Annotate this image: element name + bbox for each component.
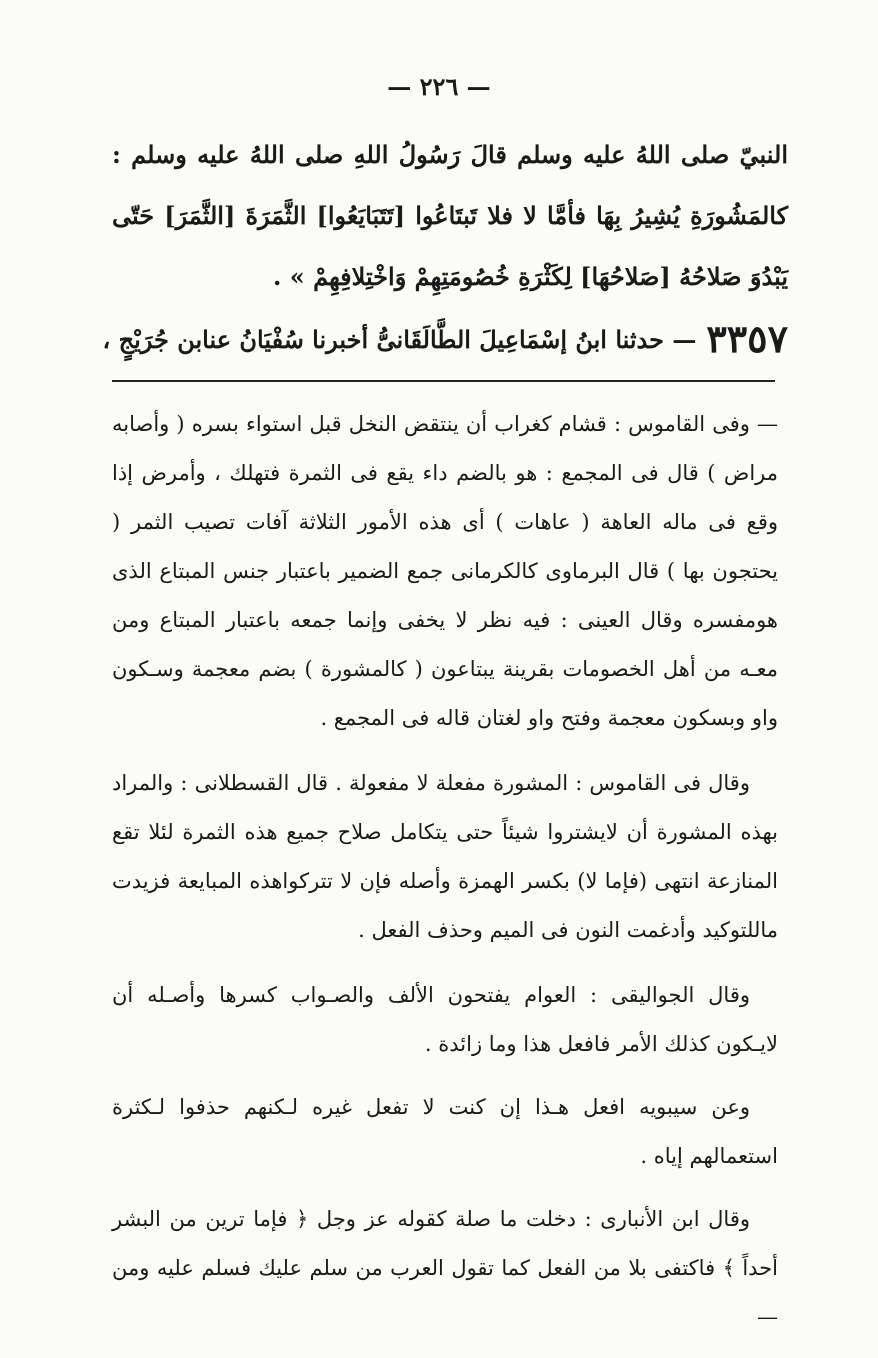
- hadith-chain-line: [102, 311, 788, 368]
- commentary-block: [112, 400, 778, 1358]
- hadith-block: [102, 124, 788, 368]
- commentary-paragraph: وقال الجواليقى : العوام يفتحون الألف والصـواب كسرها وأصـله أن لايـكون كذلك الأمر فافعل هذا وما زائدة .: [112, 983, 778, 1056]
- hadith-text: النبيّ صلى اللهُ عليه وسلم قالَ رَسُولُ اللهِ صلى اللهُ عليه وسلم : كالمَشُورَةِ يُشِيرُ بِهَا فأمَّا لا فلا تَبتَاعُوا [تَتَبَايَعُوا] الثَّمَرَةَ [الثَّمَرَ] حَتّى يَبْدُوَ صَلاحُهُ [صَلاحُهَا] لِكَثْرَةِ خُصُومَتِهِمْ وَاخْتِلافِهِمْ » .: [112, 140, 788, 291]
- page-number: — ٢٢٦ —: [387, 72, 491, 101]
- commentary-paragraph: وقال فى القاموس : المشورة مفعلة لا مفعولة . قال القسطلانى : والمراد بهذه المشورة أن لايشتروا شيئاً حتى يتكامل صلاح جميع هذه الثمرة لئلا تقع المنازعة انتهى (فإما لا) بكسر الهمزة وأصله فإن لا تتركواهذه المبايعة فزيدت ماللتوكيد وأدغمت النون فى الميم وحذف الفعل .: [112, 771, 778, 942]
- hadith-chain: — حدثنا ابنُ إسْمَاعِيلَ الطَّالَقَانىُّ أخبرنا سُفْيَانُ عنابن جُرَيْجٍ ،: [102, 325, 697, 354]
- footnote-divider: [112, 380, 775, 382]
- commentary-paragraph: — وفى القاموس : قشام كغراب أن ينتقض النخل قبل استواء بسره ( وأصابه مراض ) قال فى المجمع : هو بالضم داء يقع فى الثمرة فتهلك ، وأمرض إذا وقع فى ماله العاهة ( عاهات ) أى هذه الأمور الثلاثة آفات تصيب الثمر ( يحتجون بها ) قال البرماوى كالكرمانى جمع الضمير باعتبار جنس المبتاع الذى هومفسره وقال العينى : فيه نظر لا يخفى وإنما جمعه باعتبار المبتاع ومن معـه من أهل الخصومات بقرينة يبتاعون ( كالمشورة ) بضم معجمة وسـكون واو وبسكون معجمة وفتح واو لغتان قاله فى المجمع .: [112, 412, 778, 730]
- commentary-paragraph: وقال ابن الأنبارى : دخلت ما صلة كقوله عز وجل ﴿ فإما ترين من البشر أحداً ﴾ فاكتفى بلا من الفعل كما تقول العرب من سلم عليك فسلم عليه ومن —: [112, 1207, 778, 1329]
- commentary-paragraph: وعن سيبويه افعل هـذا إن كنت لا تفعل غيره لـكنهم حذفوا لـكثرة استعمالهم إياه .: [112, 1095, 778, 1168]
- hadith-number: ٣٣٥٧: [706, 316, 788, 361]
